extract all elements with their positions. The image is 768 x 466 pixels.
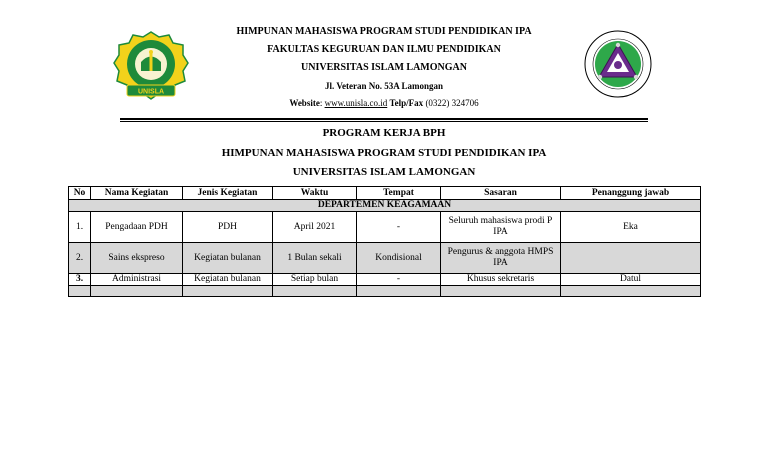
header-penanggung-jawab: Penanggung jawab [561, 187, 701, 200]
table-row [69, 274, 701, 286]
department-row [69, 200, 701, 212]
cell-penanggung-jawab: Eka [561, 212, 701, 243]
header-waktu: Waktu [273, 187, 357, 200]
document-subtitle-2: UNIVERSITAS ISLAM LAMONGAN [292, 166, 476, 178]
unisla-logo-banner: UNISLA [137, 88, 165, 96]
letterhead-line-2: FAKULTAS KEGURUAN DAN ILMU PENDIDIKAN [267, 44, 501, 55]
table-row [69, 243, 701, 274]
letterhead-divider-thin [120, 121, 648, 122]
letterhead-divider-thick [120, 118, 648, 120]
cell-jenis-kegiatan: Kegiatan bulanan [183, 274, 273, 286]
cell-jenis-kegiatan: PDH [183, 212, 273, 243]
table-header-row [69, 187, 701, 200]
program-table [68, 186, 701, 297]
letterhead-contact: Website: www.unisla.co.id Telp/Fax (0322) 324706 [289, 98, 479, 108]
table-row [69, 212, 701, 243]
website-label: Website [289, 98, 320, 108]
document-subtitle-1: HIMPUNAN MAHASISWA PROGRAM STUDI PENDIDIKAN IPA [221, 147, 547, 159]
phone-number: (0322) 324706 [425, 98, 479, 108]
cell-tempat: Kondisional [357, 243, 441, 274]
cell-tempat: - [357, 274, 441, 286]
cell-penanggung-jawab: Datul [561, 274, 701, 286]
cell-sasaran: Pengurus & anggota HMPS IPA [441, 243, 561, 274]
cell-nama-kegiatan: Administrasi [91, 274, 183, 286]
cell-no: 1. [69, 212, 91, 243]
cell-tempat: - [357, 212, 441, 243]
letterhead-line-1: HIMPUNAN MAHASISWA PROGRAM STUDI PENDIDIKAN IPA [236, 26, 532, 37]
header-jenis-kegiatan: Jenis Kegiatan [183, 187, 273, 200]
cell-sasaran: Khusus sekretaris [441, 274, 561, 286]
cell-sasaran: Seluruh mahasiswa prodi P IPA [441, 212, 561, 243]
cell-waktu: 1 Bulan sekali [273, 243, 357, 274]
cell-no: 3. [69, 274, 91, 286]
letterhead-address: Jl. Veteran No. 53A Lamongan [324, 81, 443, 91]
cell-waktu: April 2021 [273, 212, 357, 243]
header-no: No [69, 187, 91, 200]
table-row-empty [69, 286, 701, 297]
cell-nama-kegiatan: Pengadaan PDH [91, 212, 183, 243]
phone-label: Telp/Fax [389, 98, 424, 108]
header-nama-kegiatan: Nama Kegiatan [91, 187, 183, 200]
header-tempat: Tempat [357, 187, 441, 200]
cell-waktu: Setiap bulan [273, 274, 357, 286]
cell-nama-kegiatan: Sains ekspreso [91, 243, 183, 274]
website-link[interactable]: www.unisla.co.id [324, 98, 388, 108]
cell-penanggung-jawab [561, 243, 701, 274]
department-label: DEPARTEMEN KEAGAMAAN [69, 200, 701, 212]
header-sasaran: Sasaran [441, 187, 561, 200]
cell-no: 2. [69, 243, 91, 274]
document-title: PROGRAM KERJA BPH [322, 127, 446, 139]
letterhead-line-3: UNIVERSITAS ISLAM LAMONGAN [301, 62, 467, 73]
cell-jenis-kegiatan: Kegiatan bulanan [183, 243, 273, 274]
